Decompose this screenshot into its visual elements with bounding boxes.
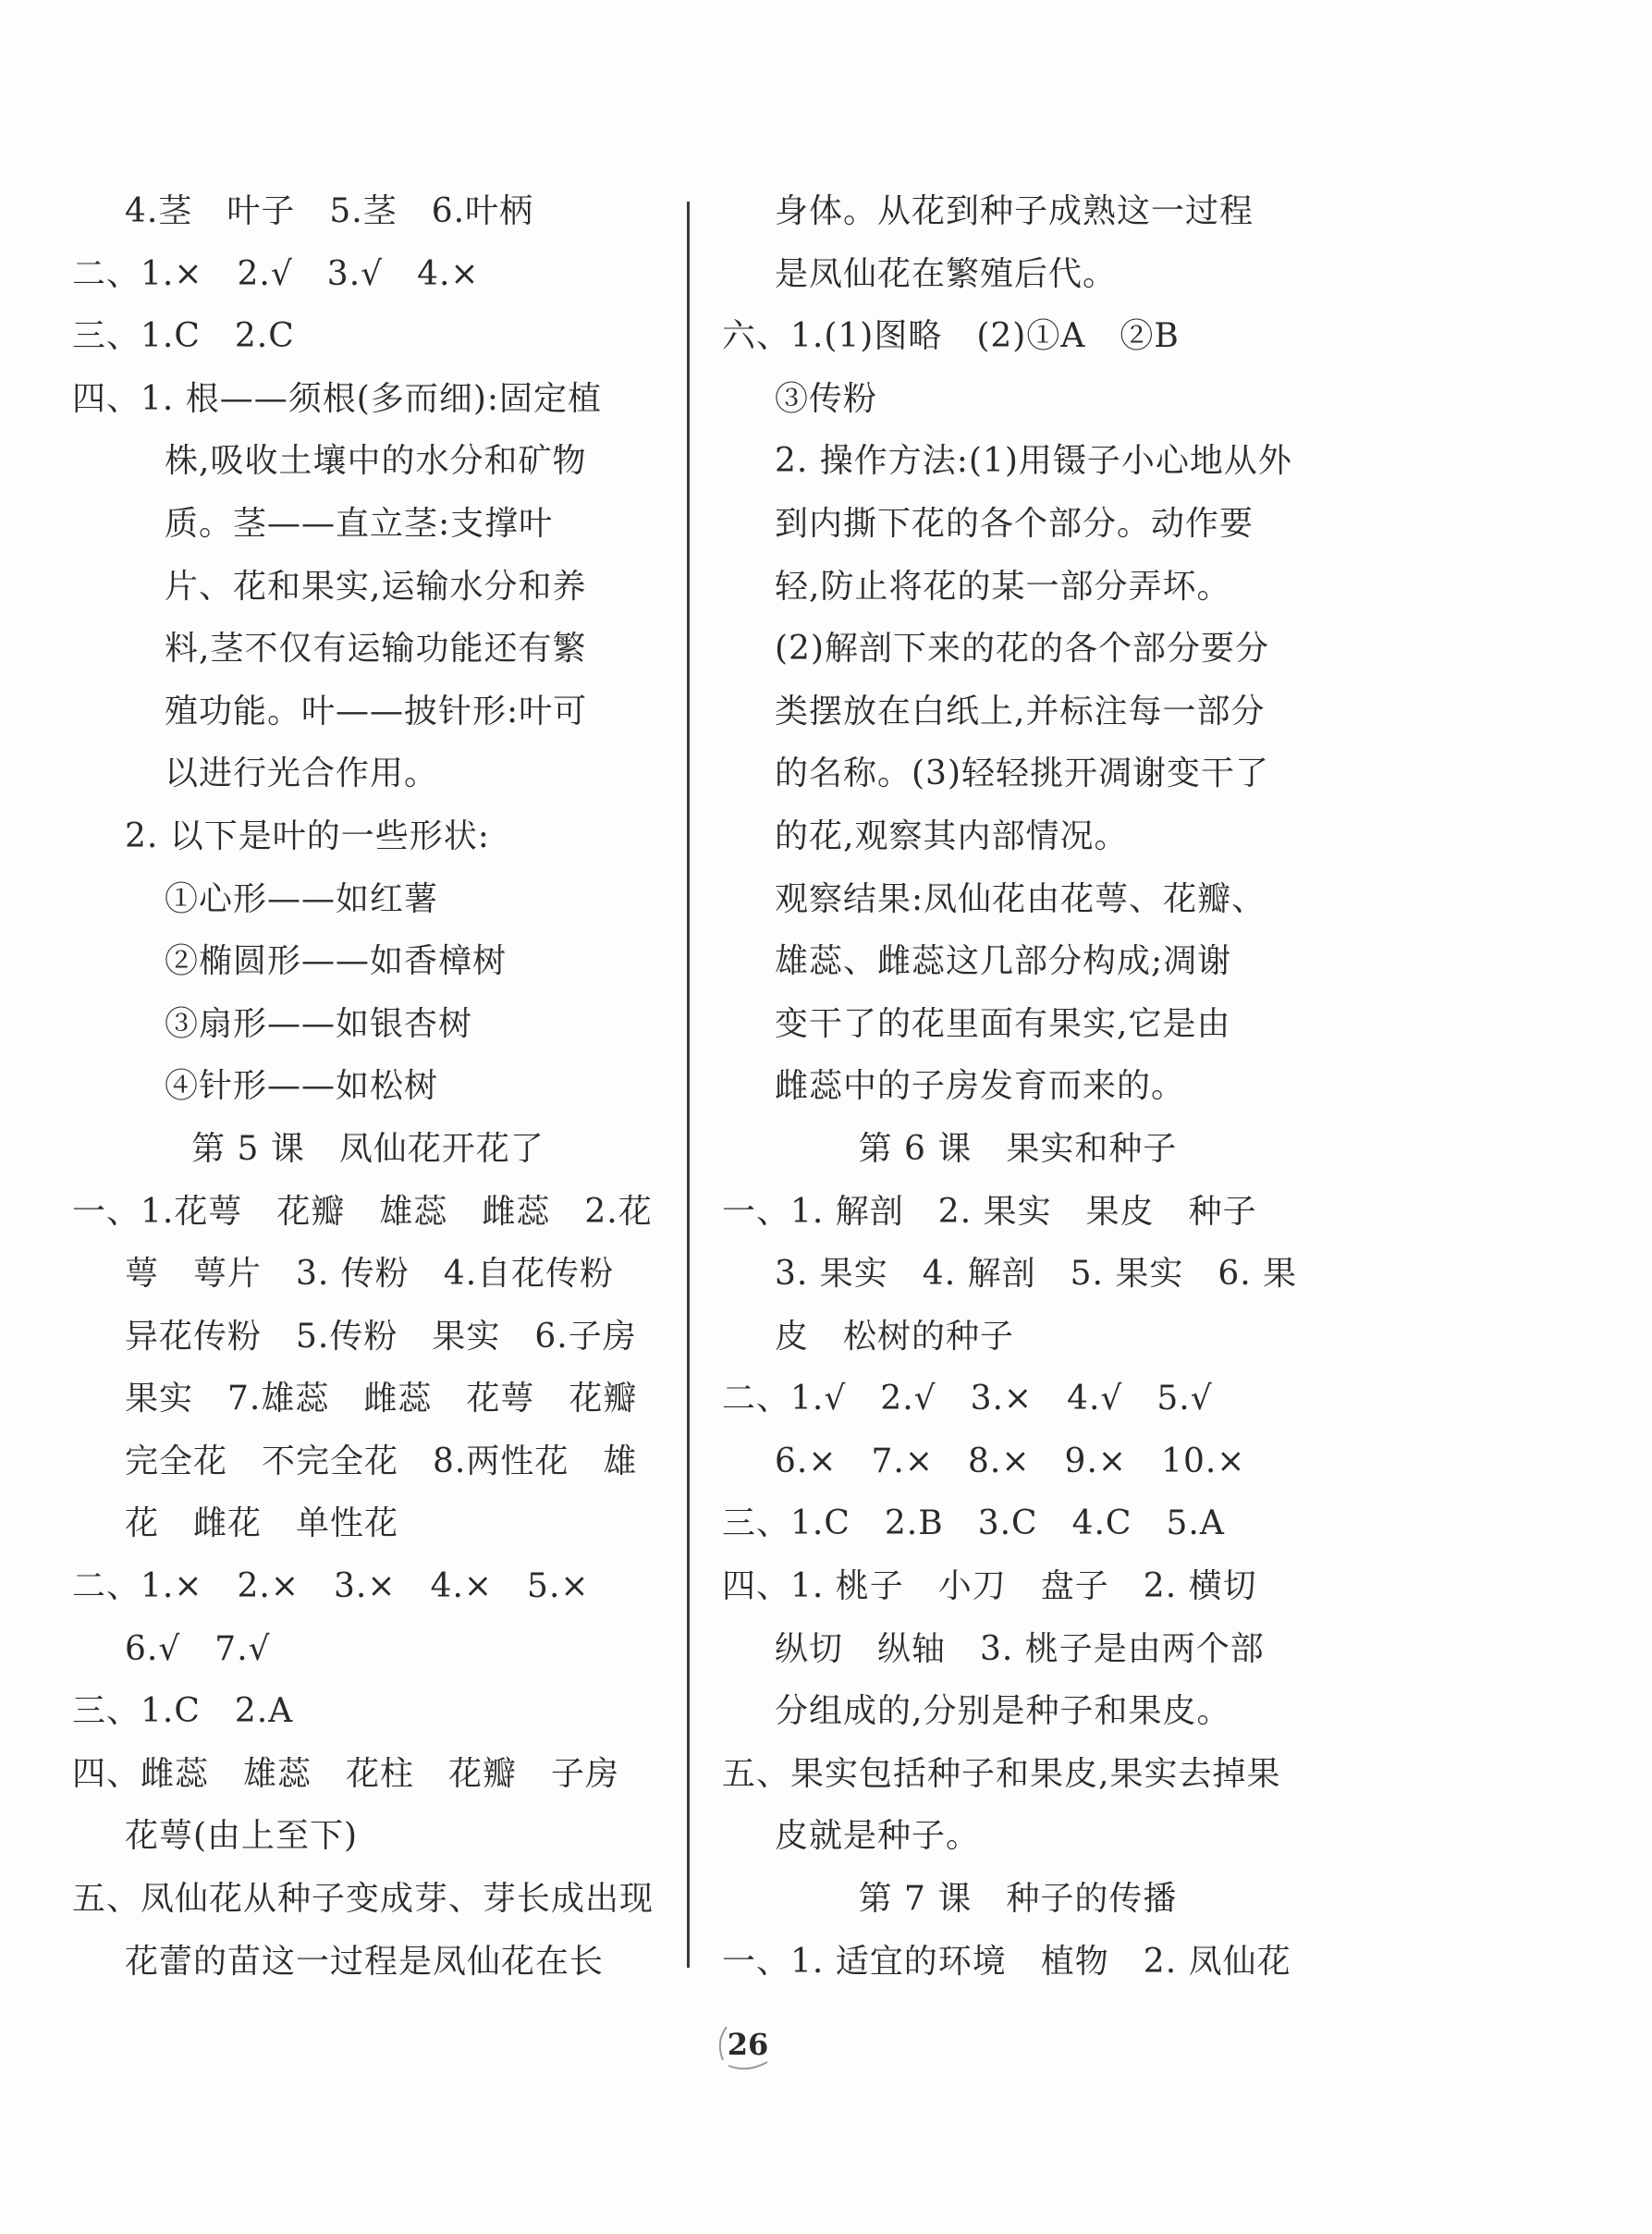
answer-line: 料,茎不仅有运输功能还有繁: [165, 630, 587, 669]
answer-line: 六、1.(1)图略 (2)①A ②B: [722, 317, 1180, 356]
answer-line: 异花传粉 5.传粉 果实 6.子房: [125, 1317, 637, 1356]
answer-line: 纵切 纵轴 3. 桃子是由两个部: [775, 1629, 1265, 1668]
answer-line: 轻,防止将花的某一部分弄坏。: [775, 567, 1231, 606]
answer-line: 三、1.C 2.C: [72, 317, 295, 356]
answer-line: 四、1. 桃子 小刀 盘子 2. 横切: [722, 1567, 1257, 1606]
answer-line: 完全花 不完全花 8.两性花 雄: [125, 1442, 638, 1480]
page-number: [706, 2014, 789, 2075]
answer-line: 一、1.花萼 花瓣 雄蕊 雌蕊 2.花: [72, 1192, 653, 1231]
answer-line: 雄蕊、雌蕊这几部分构成;凋谢: [775, 942, 1232, 981]
answer-line: 皮 松树的种子: [775, 1317, 1015, 1356]
answer-line: 2. 以下是叶的一些形状:: [125, 816, 490, 855]
answer-line: 花蕾的苗这一过程是凤仙花在长: [125, 1942, 605, 1981]
answer-line: 萼 萼片 3. 传粉 4.自花传粉: [125, 1255, 615, 1294]
answer-line: 质。茎——直立茎:支撑叶: [165, 504, 554, 543]
answer-line: ③传粉: [775, 379, 878, 418]
answer-line: 五、凤仙花从种子变成芽、芽长成出现: [72, 1880, 655, 1919]
answer-line: 株,吸收土壤中的水分和矿物: [165, 442, 587, 481]
answer-line: 的花,观察其内部情况。: [775, 816, 1129, 855]
answer-line: 三、1.C 2.B 3.C 4.C 5.A: [722, 1504, 1225, 1543]
answer-line: 2. 操作方法:(1)用镊子小心地从外: [775, 442, 1292, 481]
answer-line: 是凤仙花在繁殖后代。: [775, 254, 1118, 293]
answer-line: 分组成的,分别是种子和果皮。: [775, 1692, 1231, 1731]
answer-line: 皮就是种子。: [775, 1817, 981, 1856]
answer-line: 果实 7.雄蕊 雌蕊 花萼 花瓣: [125, 1380, 638, 1418]
answer-line: 3. 果实 4. 解剖 5. 果实 6. 果: [775, 1255, 1298, 1294]
answer-line: ①心形——如红薯: [165, 879, 439, 918]
answer-line: 一、1. 解剖 2. 果实 果皮 种子: [722, 1192, 1257, 1231]
lesson-heading: 第 5 课 凤仙花开花了: [191, 1129, 545, 1168]
answer-line: 的名称。(3)轻轻挑开凋谢变干了: [775, 755, 1269, 793]
answer-line: 雌蕊中的子房发育而来的。: [775, 1067, 1186, 1106]
answer-line: 变干了的花里面有果实,它是由: [775, 1004, 1231, 1043]
answer-line: 二、1.× 2.× 3.× 4.× 5.×: [72, 1567, 590, 1606]
column-divider: [687, 202, 690, 1968]
answer-line: 花萼(由上至下): [125, 1817, 359, 1856]
answer-line: ②椭圆形——如香樟树: [165, 942, 508, 981]
answer-line: 花 雌花 单性花: [125, 1504, 399, 1543]
left-column: [72, 180, 664, 1993]
answer-line: 一、1. 适宜的环境 植物 2. 凤仙花: [722, 1942, 1291, 1981]
answer-line: 6.√ 7.√: [125, 1629, 271, 1668]
answer-line: 二、1.× 2.√ 3.√ 4.×: [72, 254, 480, 293]
answer-line: 三、1.C 2.A: [72, 1692, 294, 1731]
page-number-text: 26: [727, 2027, 769, 2062]
answer-line: 殖功能。叶——披针形:叶可: [165, 692, 588, 730]
answer-line: 片、花和果实,运输水分和养: [165, 567, 587, 606]
answer-line: 6.× 7.× 8.× 9.× 10.×: [775, 1442, 1246, 1480]
answer-line: 以进行光合作用。: [165, 755, 439, 793]
answer-line: 观察结果:凤仙花由花萼、花瓣、: [775, 879, 1267, 918]
answer-line: (2)解剖下来的花的各个部分要分: [775, 630, 1269, 669]
answer-line: ③扇形——如银杏树: [165, 1004, 473, 1043]
lesson-heading: 第 6 课 果实和种子: [858, 1129, 1178, 1168]
answer-line: 身体。从花到种子成熟这一过程: [775, 192, 1254, 230]
lesson-heading: 第 7 课 种子的传播: [858, 1880, 1178, 1919]
answer-line: 到内撕下花的各个部分。动作要: [775, 504, 1254, 543]
answer-line: 类摆放在白纸上,并标注每一部分: [775, 692, 1266, 730]
answer-line: 4.茎 叶子 5.茎 6.叶柄: [125, 192, 534, 230]
answer-line: ④针形——如松树: [165, 1067, 439, 1106]
answer-line: 五、果实包括种子和果皮,果实去掉果: [722, 1754, 1281, 1793]
answer-line: 四、1. 根——须根(多而细):固定植: [72, 379, 603, 418]
answer-line: 四、雌蕊 雄蕊 花柱 花瓣 子房: [72, 1754, 620, 1793]
answer-line: 二、1.√ 2.√ 3.× 4.√ 5.√: [722, 1380, 1213, 1418]
right-column: [722, 180, 1314, 1993]
